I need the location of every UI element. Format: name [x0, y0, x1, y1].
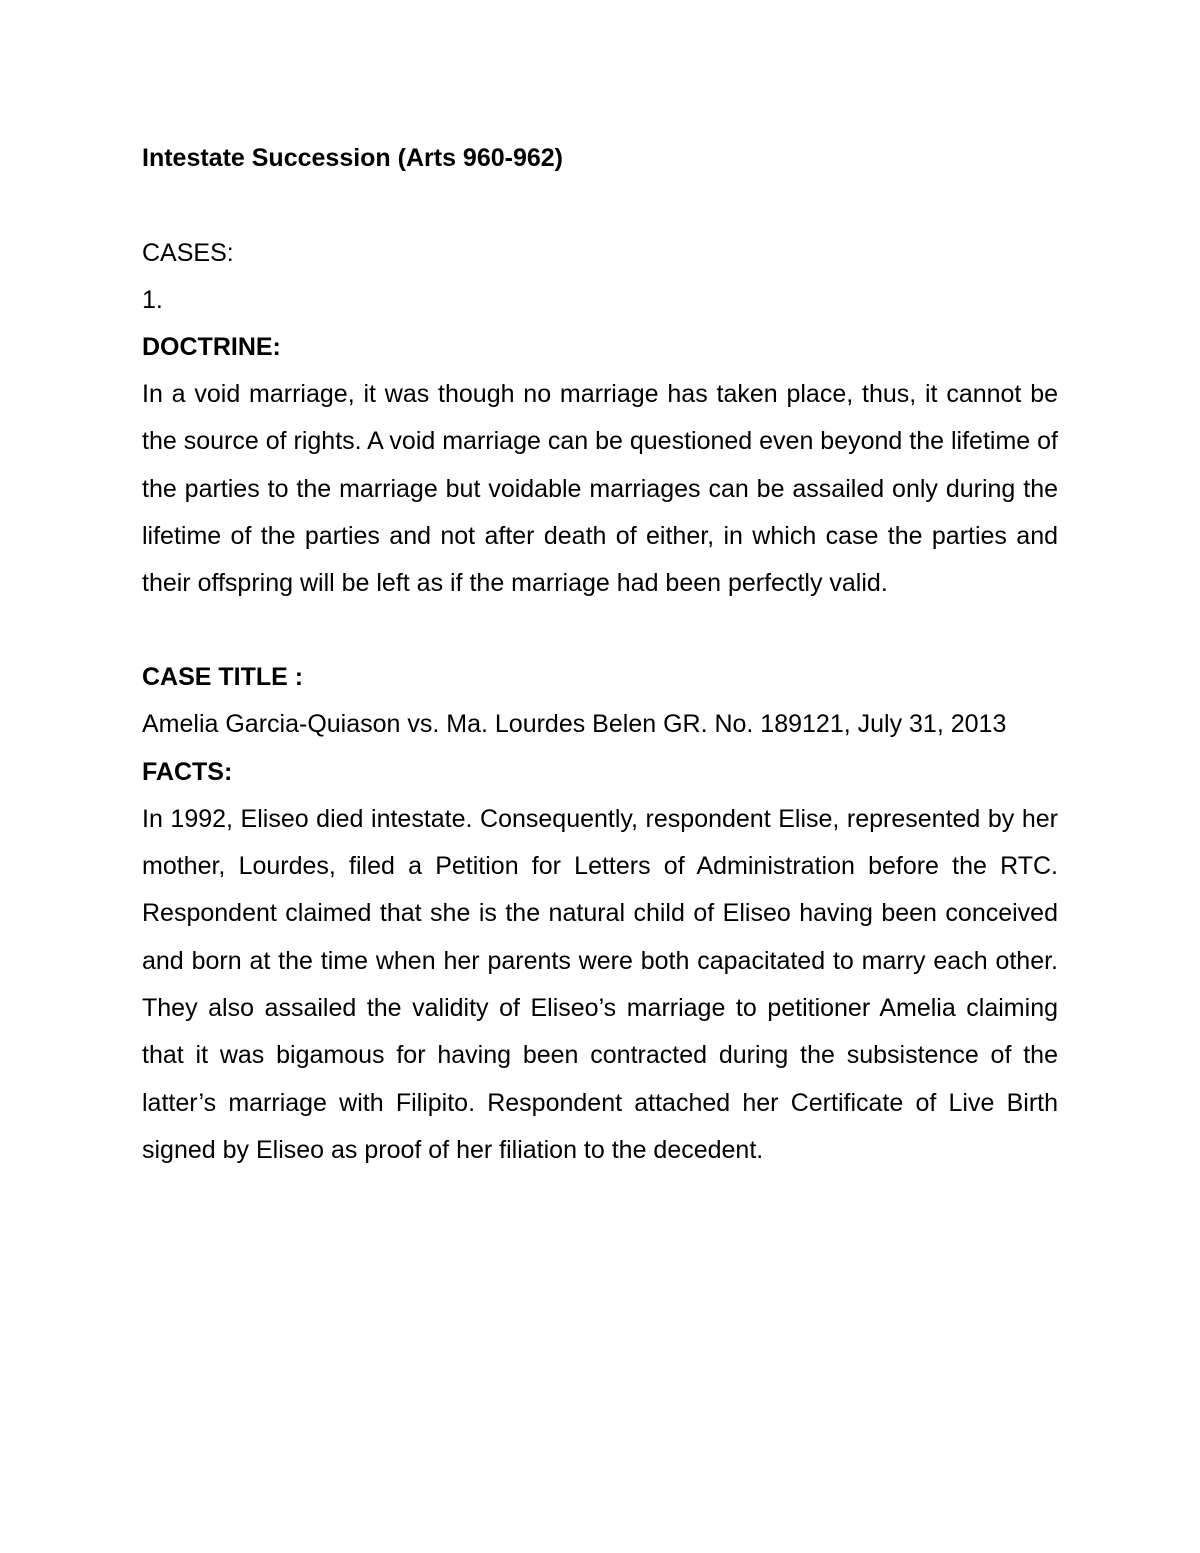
cases-label: CASES:: [142, 239, 234, 267]
document-body: [142, 136, 1058, 1174]
case-title-heading: CASE TITLE :: [142, 663, 304, 692]
doctrine-text: In a void marriage, it was though no marriage has taken place, thus, it cannot be the source of rights. A void marriage can be questioned even beyond the lifetime of the parties to the marriage but voidable marriages can be assailed only during the lifetime of the parties and not after death of either, in which case the parties and their offspring will be left as if the marriage had been perfectly valid.: [142, 380, 1058, 598]
facts-heading: FACTS:: [142, 757, 233, 786]
doctrine-heading: DOCTRINE:: [142, 333, 281, 361]
facts-text: In 1992, Eliseo died intestate. Consequently, respondent Elise, represented by her mother, Lourdes, filed a Petition for Letters of Administration before the RTC. Respondent claimed that she is the natural child of Eliseo having been conceived and born at the time when her parents were both capacitated to marry each other. They also assailed the validity of Eliseo’s marriage to petitioner Amelia claiming that it was bigamous for having been contracted during the subsistence of the latter’s marriage with Filipito. Respondent attached her Certificate of Live Birth signed by Eliseo as proof of her filiation to the decedent.: [142, 804, 1058, 1164]
spacer: [142, 180, 1058, 230]
spacer: [142, 607, 1058, 654]
case-number: 1.: [142, 286, 163, 314]
case-title-text: Amelia Garcia-Quiason vs. Ma. Lourdes Belen GR. No. 189121, July 31, 2013: [142, 710, 1007, 739]
document-title: Intestate Succession (Arts 960-962): [142, 144, 564, 172]
